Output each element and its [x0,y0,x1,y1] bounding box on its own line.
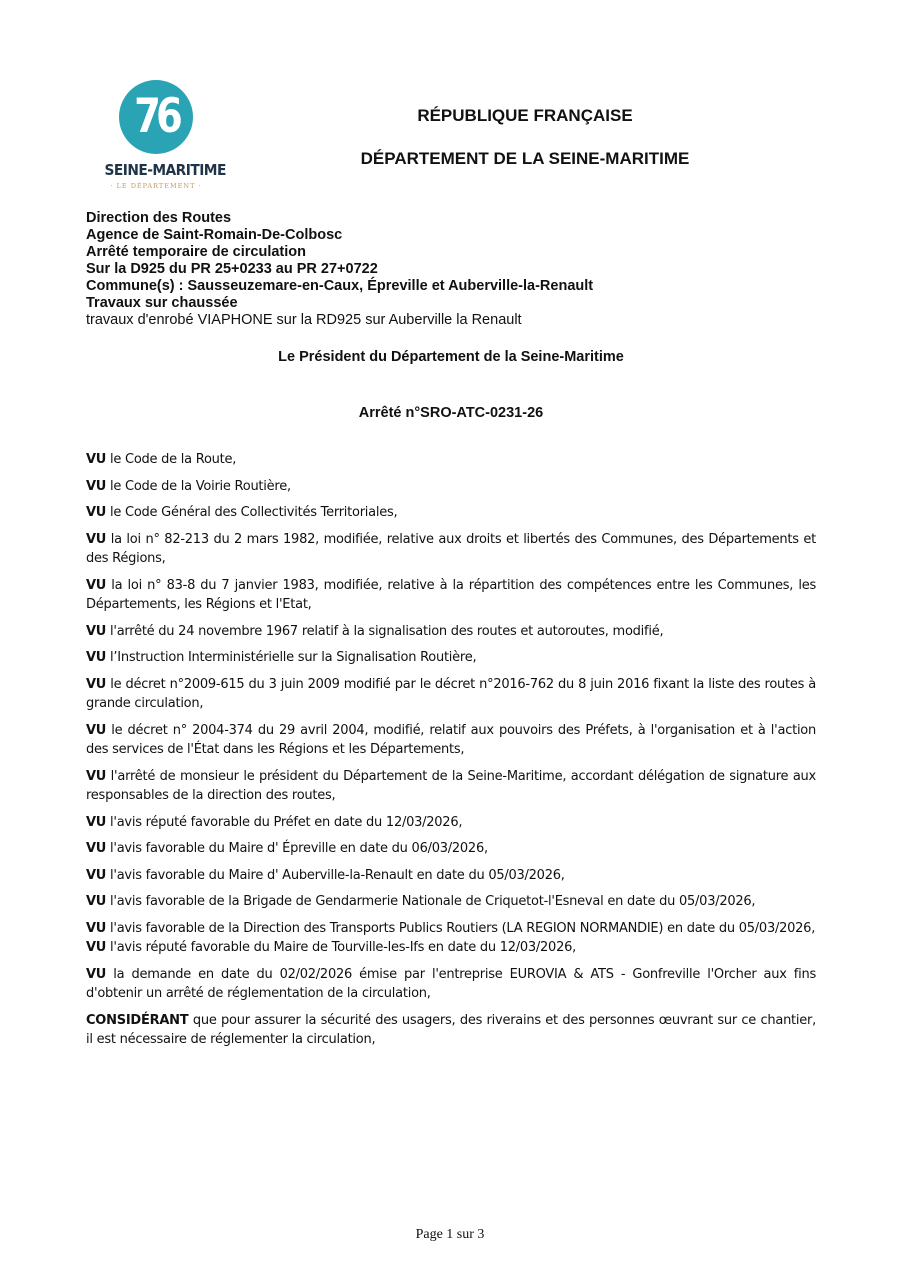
logo-subtitle: · LE DÉPARTEMENT · [110,182,202,190]
consideration-keyword: VU [86,676,107,692]
consideration-text: l'avis réputé favorable du Préfet en date du 12/03/2026, [106,814,463,830]
consideration-text: le Code de la Voirie Routière, [106,478,291,494]
consideration-keyword: VU [86,894,107,909]
consideration-paragraph [86,622,816,642]
consideration-text: l'arrêté de monsieur le président du Département de la Seine-Maritime, accordant délégation de signature aux responsables de la direction des routes, [86,768,816,803]
consideration-keyword: VU [86,841,107,856]
page-number: Page 1 sur 3 [415,1227,485,1242]
header-departement: DÉPARTEMENT DE LA SEINE-MARITIME [360,149,690,168]
consideration-keyword: VU [86,623,107,639]
works-type-line: Travaux sur chaussée [86,295,238,311]
consideration-text: l'avis réputé favorable du Maire de Tourville-les-Ifs en date du 12/03/2026, [106,940,577,955]
consideration-text: l'avis favorable du Maire d' Auberville-la-Renault en date du 05/03/2026, [106,867,565,883]
consideration-keyword: VU [86,452,107,467]
consideration-text: le Code Général des Collectivités Territoriales, [106,505,398,520]
works-description: travaux d'enrobé VIAPHONE sur la RD925 sur Auberville la Renault [86,312,522,328]
consideration-text: l'arrêté du 24 novembre 1967 relatif à la signalisation des routes et autoroutes, modifié, [106,623,664,639]
consideration-paragraph [86,839,816,859]
consideration-keyword: VU [86,966,107,982]
consideration-paragraph [86,648,816,668]
consideration-text: l'avis favorable de la Brigade de Gendarmerie Nationale de Criquetot-l'Esneval en date du 05/03/2026, [106,894,756,909]
considerant-keyword: CONSIDÉRANT [86,1012,189,1028]
consideration-text: l’Instruction Interministérielle sur la Signalisation Routière, [106,650,477,665]
consideration-paragraph [86,721,816,760]
agency-line: Agence de Saint-Romain-De-Colbosc [86,227,343,243]
consideration-text: l'avis favorable du Maire d' Épreville en date du 06/03/2026, [106,841,488,856]
president-heading: Le Président du Département de la Seine-Maritime [278,349,624,365]
consideration-keyword: VU [86,867,107,883]
header-republique: RÉPUBLIQUE FRANÇAISE [417,106,633,125]
consideration-paragraph [86,892,816,912]
consideration-paragraph [86,503,816,523]
consideration-keyword: VU [86,531,107,547]
consideration-keyword: VU [86,505,107,520]
consideration-text: la loi n° 83-8 du 7 janvier 1983, modifiée, relative à la répartition des compétences entre les Communes, les Départements, les Régions et l'Etat, [86,577,816,612]
consideration-keyword: VU [86,768,107,784]
considerant-text: que pour assurer la sécurité des usagers, des riverains et des personnes œuvrant sur ce chantier, il est nécessaire de réglementer la circulation, [86,1012,816,1047]
consideration-paragraph [86,675,816,714]
consideration-paragraph [86,767,816,806]
consideration-paragraph [86,813,816,833]
arrete-number: Arrêté n°SRO-ATC-0231-26 [358,405,544,421]
consideration-keyword: VU [86,577,107,593]
arrete-type-line: Arrêté temporaire de circulation [86,244,306,260]
consideration-text: la demande en date du 02/02/2026 émise par l'entreprise EUROVIA & ATS - Gonfreville l'Orcher aux fins d'obtenir un arrêté de réglementation de la circulation, [86,966,816,1001]
logo-name: SEINE-MARITIME [104,161,226,179]
consideration-keyword: VU [86,722,107,738]
consideration-text: le Code de la Route, [106,452,237,467]
consideration-keyword: VU [86,920,107,936]
consideration-keyword: VU [86,940,107,955]
consideration-paragraph [86,477,816,497]
consideration-text: l'avis favorable de la Direction des Transports Publics Routiers (LA REGION NORMANDIE) en date du 05/03/2026, [106,920,816,936]
department-logo [100,78,226,196]
direction-line: Direction des Routes [86,210,232,226]
consideration-paragraph [86,965,816,1004]
consideration-text: le décret n° 2004-374 du 29 avril 2004, modifié, relatif aux pouvoirs des Préfets, à l'organisation et à l'action des services de l'État dans les Régions et les Départements, [86,722,816,757]
communes-line: Commune(s) : Sausseuzemare-en-Caux, Épreville et Auberville-la-Renault [86,278,594,294]
consideration-keyword: VU [86,814,107,830]
consideration-paragraph [86,576,816,615]
considerant-paragraph [86,1011,816,1050]
consideration-paragraph [86,450,816,470]
direction-block [86,210,593,329]
consideration-text: la loi n° 82-213 du 2 mars 1982, modifiée, relative aux droits et libertés des Communes, des Départements et des Régions, [86,531,816,566]
consideration-text: le décret n°2009-615 du 3 juin 2009 modifié par le décret n°2016-762 du 8 juin 2016 fixant la liste des routes à grande circulation, [86,676,816,711]
consideration-paragraph [86,938,816,958]
road-section-line: Sur la D925 du PR 25+0233 au PR 27+0722 [86,261,378,277]
consideration-paragraph [86,866,816,886]
consideration-keyword: VU [86,478,107,494]
logo-number: 76 [134,89,178,144]
considerations-body [86,450,816,1057]
consideration-keyword: VU [86,650,107,665]
consideration-paragraph [86,919,816,939]
consideration-paragraph [86,530,816,569]
